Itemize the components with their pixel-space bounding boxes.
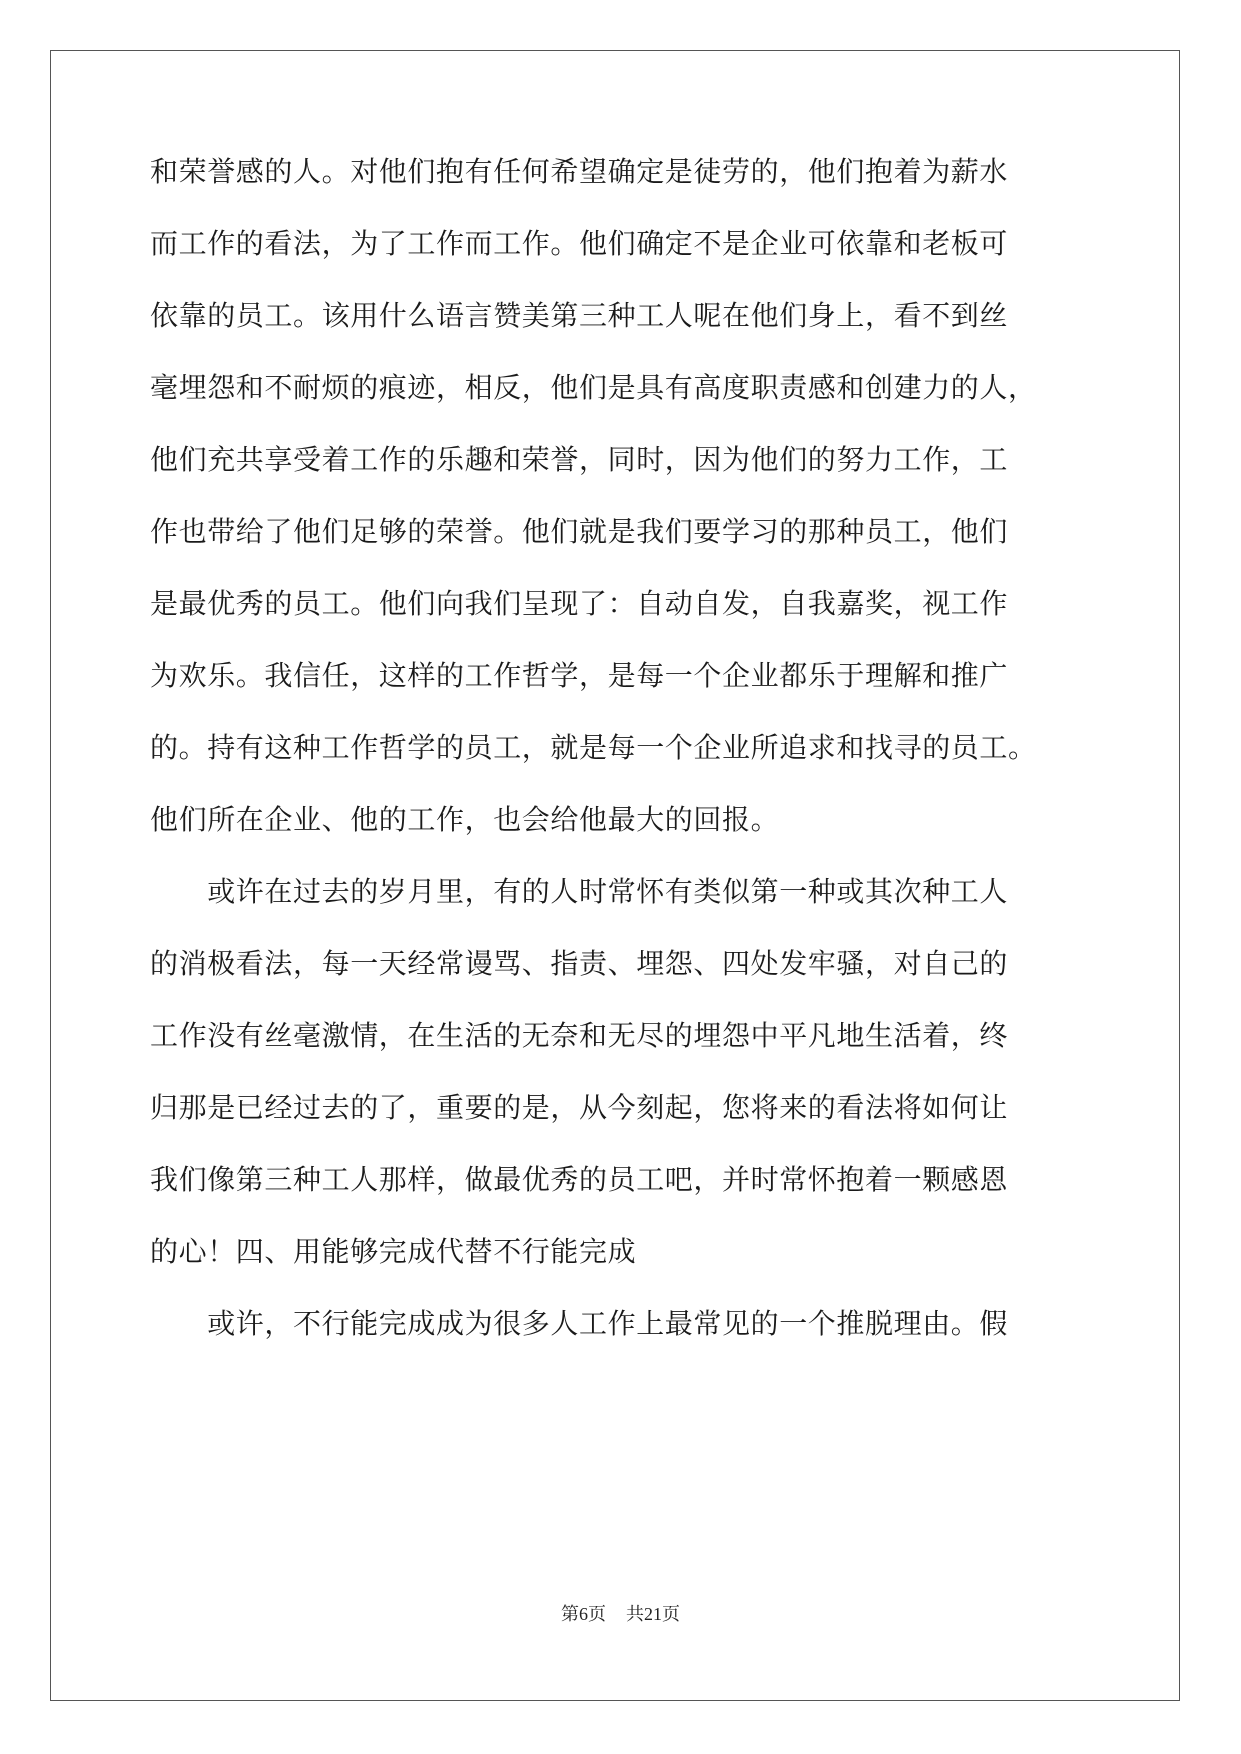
text-line: 我们像第三种工人那样，做最优秀的员工吧，并时常怀抱着一颗感恩 — [150, 1163, 1009, 1196]
page-number-current: 第6页 — [561, 1604, 606, 1624]
text-line: 归那是已经过去的了，重要的是，从今刻起，您将来的看法将如何让 — [150, 1091, 1009, 1124]
text-line: 是最优秀的员工。他们向我们呈现了：自动自发，自我嘉奖，视工作 — [150, 587, 1009, 620]
page-number-total: 共21页 — [626, 1604, 680, 1624]
text-line: 他们所在企业、他的工作，也会给他最大的回报。 — [150, 803, 780, 836]
text-line: 作也带给了他们足够的荣誉。他们就是我们要学习的那种员工，他们 — [150, 515, 1009, 548]
text-line: 毫埋怨和不耐烦的痕迹，相反，他们是具有高度职责感和创建力的人， — [150, 371, 1037, 404]
text-line: 的心！四、用能够完成代替不行能完成 — [150, 1235, 637, 1268]
text-line: 为欢乐。我信任，这样的工作哲学，是每一个企业都乐于理解和推广 — [150, 659, 1009, 692]
text-line: 或许，不行能完成成为很多人工作上最常见的一个推脱理由。假 — [150, 1307, 1009, 1340]
text-line: 的消极看法，每一天经常谩骂、指责、埋怨、四处发牢骚，对自己的 — [150, 947, 1009, 980]
page-footer — [0, 1602, 1241, 1626]
text-line: 和荣誉感的人。对他们抱有任何希望确定是徒劳的，他们抱着为薪水 — [150, 155, 1009, 188]
text-line: 他们充共享受着工作的乐趣和荣誉，同时，因为他们的努力工作，工 — [150, 443, 1009, 476]
text-line: 依靠的员工。该用什么语言赞美第三种工人呢在他们身上，看不到丝 — [150, 299, 1009, 332]
text-line: 的。持有这种工作哲学的员工，就是每一个企业所追求和找寻的员工。 — [150, 731, 1037, 764]
text-line: 而工作的看法，为了工作而工作。他们确定不是企业可依靠和老板可 — [150, 227, 1009, 260]
text-line: 或许在过去的岁月里，有的人时常怀有类似第一种或其次种工人 — [150, 875, 1009, 908]
text-line: 工作没有丝毫激情，在生活的无奈和无尽的埋怨中平凡地生活着，终 — [150, 1019, 1009, 1052]
